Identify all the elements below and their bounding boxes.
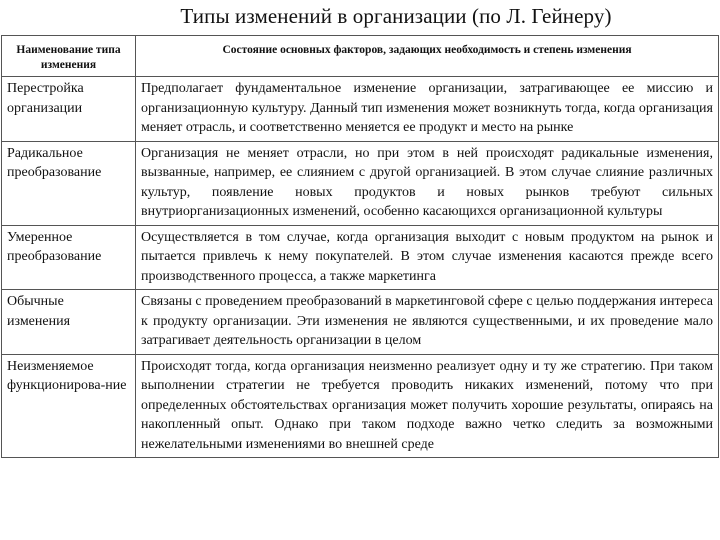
table-row bbox=[2, 141, 719, 225]
page-title: Типы изменений в организации (по Л. Гейнеру) bbox=[180, 4, 612, 28]
table-row bbox=[2, 354, 719, 458]
table-row bbox=[2, 77, 719, 142]
row-description: Связаны с проведением преобразований в маркетинговой сфере с целью поддержания интереса к продукту организации. Эти изменения не являются существенными, и их проведение мало затрагивает деятельность организации в целом bbox=[136, 290, 719, 355]
column-header-type-name: Наименование типа изменения bbox=[2, 36, 136, 77]
row-type-name: Умеренное преобразование bbox=[2, 225, 136, 290]
table-header-row bbox=[2, 36, 719, 77]
row-description: Осуществляется в том случае, когда организация выходит с новым продуктом на рынок и пытается привлечь к нему покупателей. В этом случае изменения касаются прежде всего производственного процесса, а также маркетинга bbox=[136, 225, 719, 290]
column-header-factors: Состояние основных факторов, задающих необходимость и степень изменения bbox=[136, 36, 719, 77]
table-row bbox=[2, 290, 719, 355]
row-type-name: Неизменяемое функционирова-ние bbox=[2, 354, 136, 458]
row-type-name: Перестройка организации bbox=[2, 77, 136, 142]
row-description: Происходят тогда, когда организация неизменно реализует одну и ту же стратегию. При таком выполнении стратегии не требуется проводить никаких изменений, потому что при определенных обстоятельствах организация может получить хорошие результаты, опираясь на накопленный опыт. Однако при таком подходе важно четко следить за возможными нежелательными изменениями во внешней среде bbox=[136, 354, 719, 458]
row-description: Организация не меняет отрасли, но при этом в ней происходят радикальные изменения, вызванные, например, ее слиянием с другой организацией. В этом случае слияние различных культур, появление новых продуктов и новых рынков требуют сильных внутриорганизационных изменений, особенно касающихся организационной культуры bbox=[136, 141, 719, 225]
row-type-name: Обычные изменения bbox=[2, 290, 136, 355]
row-type-name: Радикальное преобразование bbox=[2, 141, 136, 225]
table-row bbox=[2, 225, 719, 290]
change-types-table bbox=[1, 35, 719, 458]
row-description: Предполагает фундаментальное изменение организации, затрагивающее ее миссию и организационную культуру. Данный тип изменения может возникнуть тогда, когда организация меняет отрасль, и соответственно меняется ее продукт и место на рынке bbox=[136, 77, 719, 142]
